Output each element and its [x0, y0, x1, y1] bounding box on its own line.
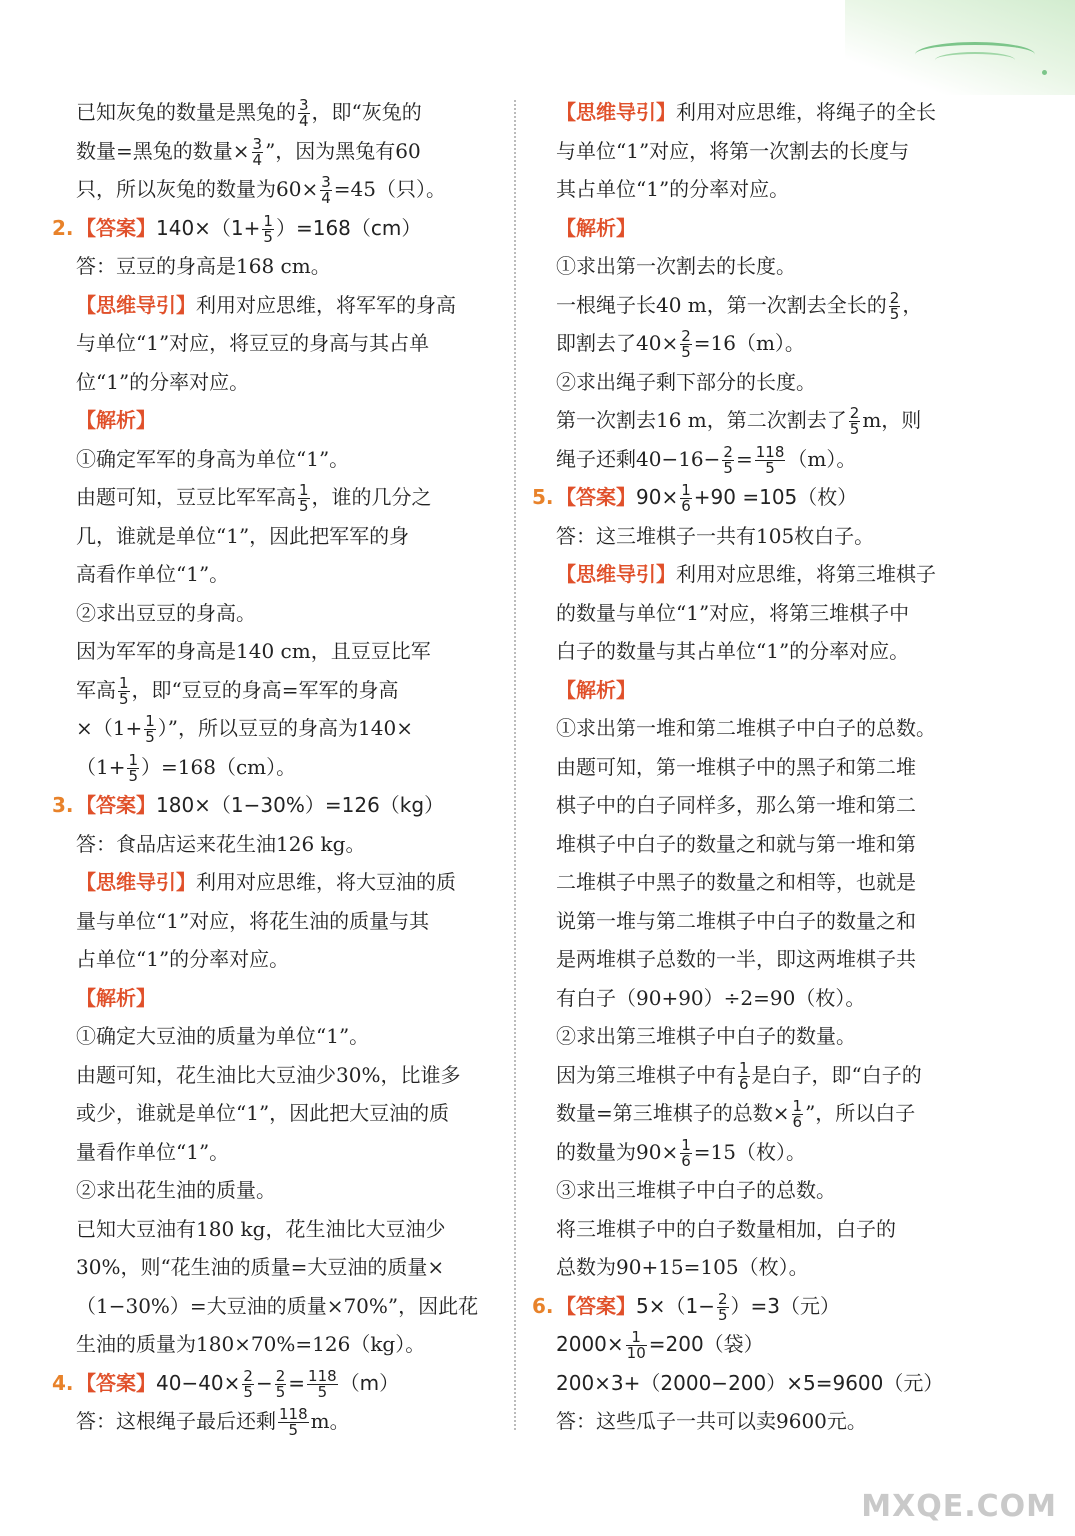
guide-line: 【思维导引】利用对应思维，将第三堆棋子 [556, 562, 936, 586]
text-line: 与单位“1”对应，将第一次割去的长度与 [556, 138, 910, 163]
text-line: 数量=黑兔的数量× $\frac{3}{4}$ ”，因为黑兔有60 [76, 134, 421, 169]
text-line: 量与单位“1”对应，将花生油的质量与其 [76, 908, 430, 933]
question-number: 4. [52, 1370, 74, 1395]
text-line: ①求出第一堆和第二堆棋子中白子的总数。 [556, 716, 936, 740]
analysis-tag: 【解析】 [76, 985, 156, 1010]
left-column [52, 93, 499, 1441]
text-line: ②求出第三堆棋子中白子的数量。 [556, 1024, 856, 1048]
text-line: 因为军军的身高是140 cm，且豆豆比军 [76, 639, 431, 663]
question-number: 5. [532, 485, 554, 509]
fraction: $\frac{1}{5}$ [299, 481, 309, 515]
text-line: 的数量为90× $\frac{1}{6}$ =15（枚）。 [556, 1135, 806, 1170]
text-line: 高看作单位“1”。 [76, 562, 230, 586]
text-line: 总数为90+15=105（枚）。 [556, 1255, 809, 1279]
text-line: 其占单位“1”的分率对应。 [556, 177, 790, 201]
text-line: ①确定军军的身高为单位“1”。 [76, 446, 350, 471]
text: ，即“灰兔的 [311, 100, 422, 124]
question-number: 6. [532, 1293, 554, 1318]
text-line: 由题可知，豆豆比军军高 $\frac{1}{5}$ ，谁的几分之 [76, 481, 432, 515]
fraction: $\frac{1}{6}$ [681, 1135, 691, 1170]
text-line: 只，所以灰兔的数量为60× $\frac{3}{4}$ =45（只）。 [76, 173, 446, 207]
fraction: $\frac{3}{4}$ [252, 134, 263, 169]
text-line: ②求出花生油的质量。 [76, 1178, 276, 1202]
text-line: 第一次割去16 m，第二次割去了 $\frac{2}{5}$ m，则 [556, 404, 922, 438]
swoosh-decoration [935, 52, 1015, 68]
analysis-tag: 【解析】 [76, 408, 156, 432]
fraction: $\frac{2}{5}$ [717, 1289, 728, 1324]
answer-tag: 【答案】 [76, 1370, 156, 1395]
fraction: $\frac{1}{5}$ [128, 750, 139, 785]
fraction: $\frac{3}{4}$ [299, 96, 309, 130]
text-line: 的数量与单位“1”对应，将第三堆棋子中 [556, 600, 910, 625]
text-line: 与单位“1”对应，将豆豆的身高与其占单 [76, 331, 430, 355]
fraction: $\frac{118}{5}$ [279, 1405, 308, 1439]
fraction: $\frac{1}{6}$ [681, 481, 691, 515]
question-number: 3. [52, 793, 74, 817]
fraction: $\frac{2}{5}$ [681, 327, 691, 361]
answer-line: 4. 【答案】40−40× $\frac{2}{5}$ − $\frac{2}{5}$ = $\frac{118}{5}$ （m） [52, 1364, 499, 1403]
answer-line: 6. 【答案】5×（1− $\frac{2}{5}$ ）=3（元） [532, 1287, 975, 1326]
right-column [532, 93, 975, 1441]
guide-line: 【思维导引】利用对应思维，将军军的身高 [76, 292, 456, 317]
text-line: 数量=第三堆棋子的总数× $\frac{1}{6}$ ”，所以白子 [556, 1097, 916, 1131]
text-line: 占单位“1”的分率对应。 [76, 947, 290, 971]
reply-line: 答：食品店运来花生油126 kg。 [76, 831, 366, 856]
text-line: 棋子中的白子同样多，那么第一堆和第二 [556, 793, 916, 817]
dot-decoration [1042, 70, 1047, 75]
reply-line: 答：这根绳子最后还剩 $\frac{118}{5}$ m。 [76, 1405, 350, 1439]
text-line: 说第一堆与第二堆棋子中白子的数量之和 [556, 908, 916, 933]
text-line: 一根绳子长40 m，第一次割去全长的 $\frac{2}{5}$ ， [556, 288, 923, 323]
text-line: 已知大豆油有180 kg，花生油比大豆油少 [76, 1216, 446, 1241]
fraction: $\frac{1}{6}$ [792, 1097, 803, 1131]
text-line: 由题可知，第一堆棋子中的黑子和第二堆 [556, 754, 916, 779]
text-line: ①确定大豆油的质量为单位“1”。 [76, 1024, 370, 1048]
text-line: 200×3+（2000−200）×5=9600（元） [556, 1370, 944, 1395]
fraction: $\frac{1}{10}$ [626, 1328, 646, 1362]
fraction: $\frac{2}{5}$ [849, 404, 860, 438]
text-line: 生油的质量为180×70%=126（kg）。 [76, 1332, 426, 1356]
fraction: $\frac{118}{5}$ [755, 442, 785, 477]
fraction: $\frac{1}{5}$ [145, 712, 155, 746]
corner-decoration [845, 0, 1075, 95]
guide-line: 【思维导引】利用对应思维，将绳子的全长 [556, 100, 936, 124]
text-line: 几，谁就是单位“1”，因此把军军的身 [76, 523, 410, 548]
text-line: 将三堆棋子中的白子数量相加，白子的 [556, 1216, 896, 1241]
text-line: 量看作单位“1”。 [76, 1139, 230, 1164]
text-line: 绳子还剩40−16− $\frac{2}{5}$ = $\frac{118}{5}$ （m）。 [556, 442, 857, 477]
text-line: 即割去了40× $\frac{2}{5}$ =16（m）。 [556, 327, 805, 361]
text: 已知灰兔的数量是黑兔的 [76, 100, 296, 124]
analysis-tag-line [52, 401, 499, 440]
analysis-tag: 【解析】 [556, 677, 636, 702]
analysis-tag: 【解析】 [556, 215, 636, 240]
fraction: $\frac{118}{5}$ [308, 1366, 337, 1401]
text-line: 军高 $\frac{1}{5}$ ，即“豆豆的身高=军军的身高 [76, 673, 399, 708]
analysis-tag-line [532, 209, 975, 248]
fraction: $\frac{1}{6}$ [739, 1058, 749, 1093]
guide-line: 【思维导引】利用对应思维，将大豆油的质 [76, 870, 456, 894]
text-line: 二堆棋子中黑子的数量之和相等，也就是 [556, 870, 916, 894]
text-line [52, 93, 499, 132]
fraction: $\frac{1}{5}$ [263, 211, 273, 246]
text-line: 有白子（90+90）÷2=90（枚）。 [556, 985, 866, 1010]
text-line: ②求出豆豆的身高。 [76, 600, 256, 625]
guide-tag: 【思维导引】 [76, 870, 196, 894]
text-line: ①求出第一次割去的长度。 [556, 254, 796, 278]
fraction: $\frac{2}{5}$ [243, 1366, 253, 1401]
fraction: $\frac{3}{4}$ [321, 173, 331, 207]
text-line: 白子的数量与其占单位“1”的分率对应。 [556, 639, 910, 663]
reply-line: 答：这三堆棋子一共有105枚白子。 [556, 523, 875, 548]
answer-line: 5. 【答案】90× $\frac{1}{6}$ +90 =105（枚） [532, 478, 975, 517]
fraction: $\frac{2}{5}$ [723, 442, 733, 477]
fraction: $\frac{2}{5}$ [275, 1366, 286, 1401]
fraction: $\frac{1}{5}$ [119, 673, 129, 708]
answer-tag: 【答案】 [76, 215, 156, 240]
column-divider [514, 100, 516, 1430]
analysis-tag-line [52, 979, 499, 1018]
text-line: 堆棋子中白子的数量之和就与第一堆和第 [556, 831, 916, 856]
reply-line: 答：这些瓜子一共可以卖9600元。 [556, 1409, 867, 1433]
text-line: 位“1”的分率对应。 [76, 369, 250, 394]
watermark: MXQE.COM [861, 1489, 1057, 1524]
text-line: ②求出绳子剩下部分的长度。 [556, 369, 816, 394]
text-line: 因为第三堆棋子中有 $\frac{1}{6}$ 是白子，即“白子的 [556, 1058, 922, 1093]
question-number: 2. [52, 215, 74, 240]
text-line: 是两堆棋子总数的一半，即这两堆棋子共 [556, 947, 916, 971]
text-line: （1+ $\frac{1}{5}$ ）=168（cm）。 [76, 750, 297, 785]
text-line: 2000× $\frac{1}{10}$ =200（袋） [556, 1328, 764, 1362]
fraction: $\frac{2}{5}$ [889, 288, 900, 323]
answer-line: 2. 【答案】140×（1+ $\frac{1}{5}$ ）=168（cm） [52, 209, 499, 248]
text-line: ×（1+ $\frac{1}{5}$ ）”，所以豆豆的身高为140× [76, 712, 413, 746]
answer-tag: 【答案】 [76, 793, 156, 817]
reply-line: 答：豆豆的身高是168 cm。 [76, 254, 331, 278]
text-line: ③求出三堆棋子中白子的总数。 [556, 1178, 836, 1202]
answer-line: 3. 【答案】180×（1−30%）=126（kg） [52, 786, 499, 825]
analysis-tag-line [532, 671, 975, 710]
guide-tag: 【思维导引】 [556, 100, 676, 124]
text-line: 由题可知，花生油比大豆油少30%，比谁多 [76, 1062, 461, 1087]
answer-tag: 【答案】 [556, 485, 636, 509]
text-line: （1−30%）=大豆油的质量×70%”，因此花 [76, 1293, 479, 1318]
text-line: 或少，谁就是单位“1”，因此把大豆油的质 [76, 1101, 450, 1125]
answer-tag: 【答案】 [556, 1293, 636, 1318]
text-line: 30%，则“花生油的质量=大豆油的质量× [76, 1255, 445, 1279]
guide-tag: 【思维导引】 [76, 292, 196, 317]
guide-tag: 【思维导引】 [556, 562, 676, 586]
